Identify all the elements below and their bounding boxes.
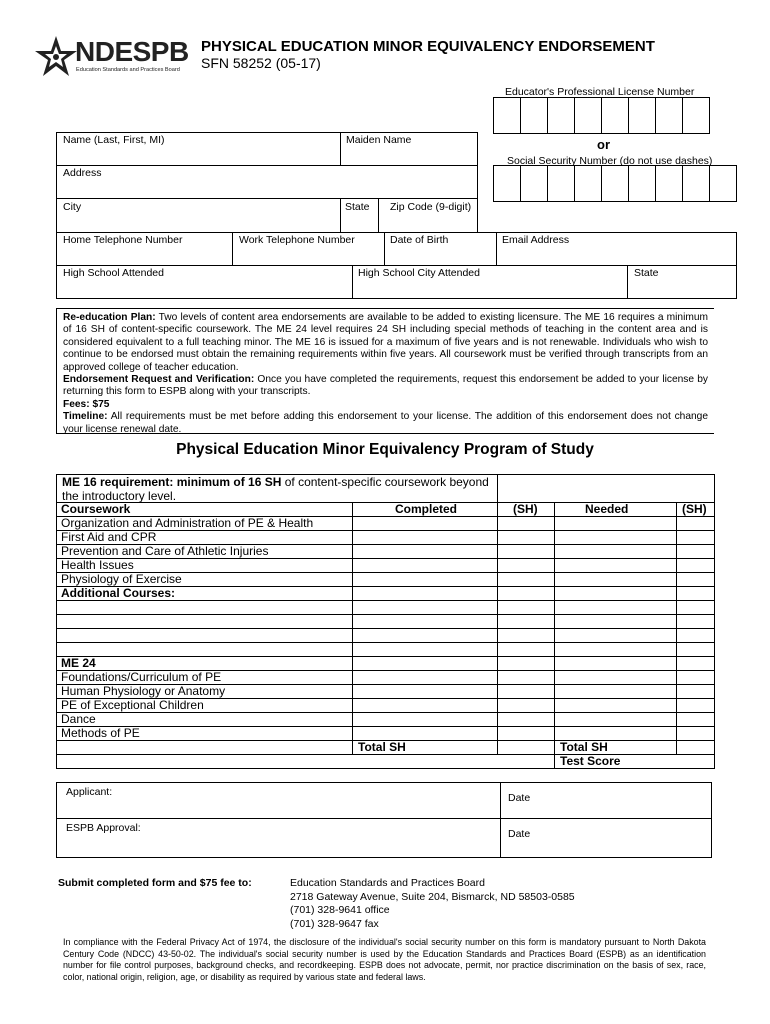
total-sh-needed: Total SH	[560, 740, 608, 754]
course-row: First Aid and CPR	[61, 530, 157, 544]
additional-courses-label: Additional Courses:	[61, 586, 176, 600]
espb-star-icon	[33, 34, 79, 80]
course-row: Dance	[61, 712, 96, 726]
requirement-text	[62, 475, 496, 503]
form-title: PHYSICAL EDUCATION MINOR EQUIVALENCY ENDORSEMENT	[201, 38, 655, 55]
col-coursework: Coursework	[61, 502, 131, 516]
me24-label: ME 24	[61, 656, 96, 670]
work-phone-field[interactable]: Work Telephone Number	[239, 234, 355, 246]
license-number-boxes[interactable]	[493, 97, 713, 134]
col-needed: Needed	[585, 502, 629, 516]
request-title: Endorsement Request and Verification:	[63, 374, 255, 386]
applicant-signature-field[interactable]: Applicant:	[66, 786, 113, 798]
timeline-title: Timeline:	[63, 411, 108, 423]
col-sh-2: (SH)	[682, 502, 707, 516]
email-field[interactable]: Email Address	[502, 234, 570, 246]
or-text: or	[597, 137, 610, 152]
col-completed: Completed	[395, 502, 458, 516]
zip-field[interactable]: Zip Code (9-digit)	[390, 201, 472, 213]
submit-label: Submit completed form and $75 fee to:	[58, 877, 252, 889]
col-sh-1: (SH)	[513, 502, 538, 516]
home-phone-field[interactable]: Home Telephone Number	[63, 234, 183, 246]
requirement-bold: ME 16 requirement: minimum of 16 SH	[62, 475, 282, 489]
course-row: Methods of PE	[61, 726, 140, 740]
privacy-notice: In compliance with the Federal Privacy Act of 1974, the disclosure of the individual's social security number on this form is mandatory pursuant to North Dakota Century Code (NDCC) 43-50-02. The individual's social security number is used by the Education Standards and Practices Board (ESPB) as an identification number for file control purposes, background checks, and recordkeeping. ESPB does not advocate, permit, nor practice discrimination on the basis of sex, race, color, national origin, religion, age, or disability as required by various state and federal laws.	[63, 937, 706, 982]
timeline-text: All requirements must be met before adding this endorsement to your license. The addition of this endorsement does not change your license renewal date.	[63, 411, 708, 435]
logo-text: NDESPB	[75, 36, 189, 67]
address-line: (701) 328-9647 fax	[290, 917, 379, 930]
course-row: Foundations/Curriculum of PE	[61, 670, 222, 684]
espb-date-field[interactable]: Date	[508, 828, 531, 840]
course-row: Organization and Administration of PE & Health	[61, 516, 314, 530]
dob-field[interactable]: Date of Birth	[390, 234, 449, 246]
maiden-name-field[interactable]: Maiden Name	[346, 134, 412, 146]
requirement-rest: of content-specific coursework beyond the introductory level.	[62, 475, 489, 503]
hs-state-field[interactable]: State	[634, 267, 659, 279]
espb-approval-field[interactable]: ESPB Approval:	[66, 822, 141, 834]
address-line: (701) 328-9641 office	[290, 904, 390, 916]
submit-address	[290, 877, 575, 931]
ssn-label: Social Security Number (do not use dashes)	[507, 155, 713, 167]
request-text: Once you have completed the requirements, request this endorsement be added to your license by returning this form to ESPB along with your transcripts.	[63, 374, 708, 398]
license-label: Educator's Professional License Number	[505, 86, 695, 98]
applicant-date-field[interactable]: Date	[508, 792, 531, 804]
ssn-boxes[interactable]	[493, 165, 738, 202]
course-row: Prevention and Care of Athletic Injuries	[61, 544, 269, 558]
high-school-field[interactable]: High School Attended	[63, 267, 164, 279]
address-line: Education Standards and Practices Board	[290, 877, 485, 889]
city-field[interactable]: City	[63, 201, 82, 213]
reeducation-title: Re-education Plan:	[63, 312, 156, 323]
state-field[interactable]: State	[345, 201, 370, 213]
high-school-city-field[interactable]: High School City Attended	[358, 267, 480, 279]
reeducation-text: Two levels of content area endorsements are available to be added to existing licensure. The ME 16 requires a minimum of 16 SH of content-specific coursework. The ME 24 level requires 24 SH including special methods of teaching in the content area and is considered equivalent to a full teaching minor. The ME 16 is issued for a maximum of five years and is not renewable. Individuals who wish to continue to be endorsed must obtain the remaining requirements within five years. All coursework must be verified through transcripts from an approved college of teacher education.	[63, 312, 708, 373]
address-line: 2718 Gateway Avenue, Suite 204, Bismarck, ND 58503-0585	[290, 890, 575, 903]
program-title: Physical Education Minor Equivalency Program of Study	[176, 441, 594, 458]
course-row: PE of Exceptional Children	[61, 698, 204, 712]
course-row: Physiology of Exercise	[61, 572, 182, 586]
name-field[interactable]: Name (Last, First, MI)	[63, 134, 165, 146]
logo-subtext: Education Standards and Practices Board	[76, 67, 180, 73]
total-sh-completed: Total SH	[358, 740, 406, 754]
info-text	[63, 312, 708, 436]
course-row: Human Physiology or Anatomy	[61, 684, 226, 698]
fees-text: Fees: $75	[63, 398, 110, 410]
address-field[interactable]: Address	[63, 167, 102, 179]
course-row: Health Issues	[61, 558, 134, 572]
form-number: SFN 58252 (05-17)	[201, 55, 321, 71]
test-score-label: Test Score	[560, 754, 621, 768]
espb-logo	[33, 34, 193, 82]
signature-box	[56, 782, 712, 858]
